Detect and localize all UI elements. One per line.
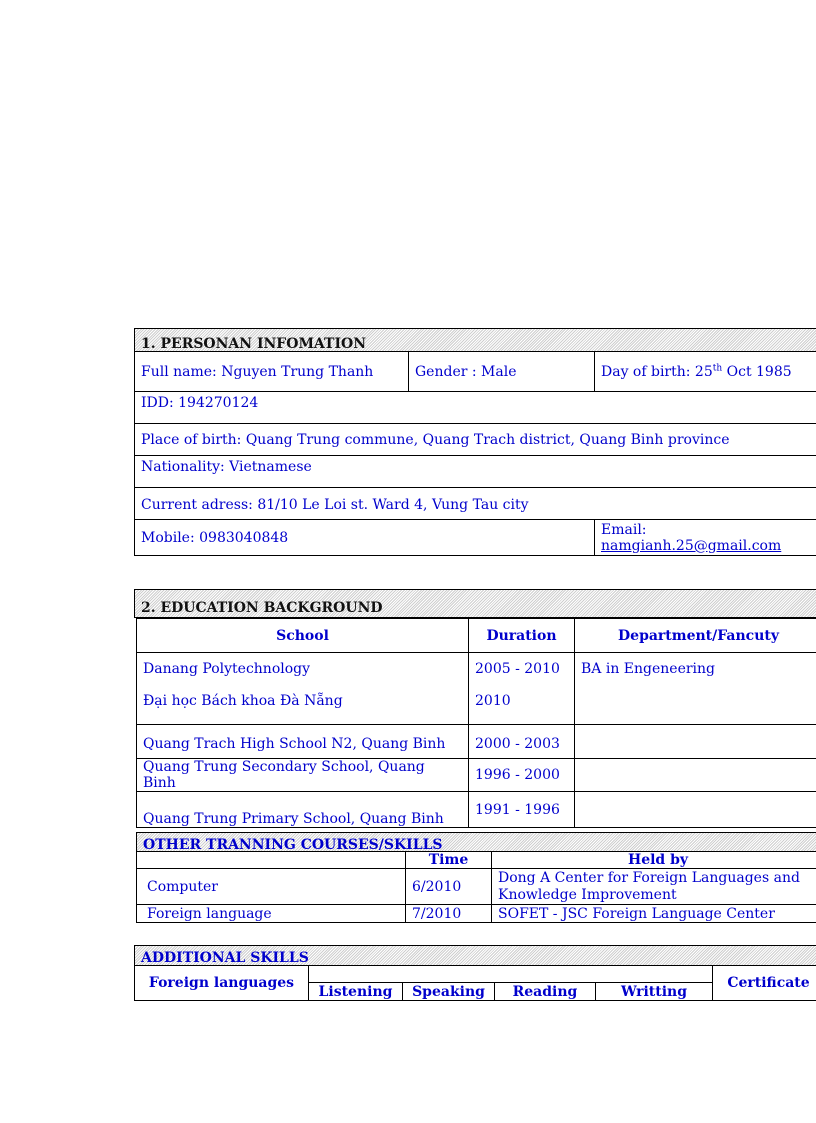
education-row (137, 725, 816, 759)
training-col-held-by: Held by (492, 852, 816, 869)
training-row (137, 905, 816, 923)
place-of-birth: Place of birth: Quang Trung commune, Quang Trach district, Quang Binh province (135, 424, 816, 456)
additional-skills-section (134, 945, 816, 1001)
training-time: 6/2010 (406, 869, 492, 905)
education-school: Quang Trung Primary School, Quang Binh (137, 792, 469, 828)
education-table (136, 618, 816, 828)
training-time: 7/2010 (406, 905, 492, 923)
certificate-label: Certificate (713, 966, 816, 1001)
training-col-course (137, 852, 406, 869)
foreign-languages-label: Foreign languages (135, 966, 309, 1001)
day-of-birth: Day of birth: 25th Oct 1985 (595, 352, 816, 392)
education-duration: 1996 - 2000 (469, 759, 575, 792)
education-col-school: School (137, 619, 469, 653)
training-course: Foreign language (137, 905, 406, 923)
training-row (137, 869, 816, 905)
education-duration: 2000 - 2003 (469, 725, 575, 759)
gender: Gender : Male (409, 352, 595, 392)
personal-information-heading: 1. PERSONAN INFOMATION (134, 328, 816, 352)
education-col-duration: Duration (469, 619, 575, 653)
full-name: Full name: Nguyen Trung Thanh (135, 352, 409, 392)
email-link[interactable]: namgianh.25@gmail.com (601, 537, 782, 554)
personal-information-table (134, 351, 816, 556)
additional-skills-heading: ADDITIONAL SKILLS (134, 945, 816, 966)
education-school: Danang Polytechnology Đại học Bách khoa Đà Nẵng (137, 653, 469, 725)
training-course: Computer (137, 869, 406, 905)
idd: IDD: 194270124 (135, 392, 816, 424)
training-heading: OTHER TRANNING COURSES/SKILLS (136, 832, 816, 852)
education-duration: 1991 - 1996 (469, 792, 575, 828)
education-department: BA in Engeneering (575, 653, 816, 725)
education-department (575, 759, 816, 792)
education-duration: 2005 - 2010 2010 (469, 653, 575, 725)
training-held-by: Dong A Center for Foreign Languages and Knowledge Improvement (492, 869, 816, 905)
education-department (575, 792, 816, 828)
reading-label: Reading (495, 983, 596, 1001)
education-section (134, 589, 816, 828)
training-table (136, 851, 816, 923)
writting-label: Writting (596, 983, 713, 1001)
training-col-time: Time (406, 852, 492, 869)
current-address: Current adress: 81/10 Le Loi st. Ward 4, Vung Tau city (135, 488, 816, 520)
training-held-by: SOFET - JSC Foreign Language Center (492, 905, 816, 923)
listening-label: Listening (309, 983, 403, 1001)
training-section (136, 832, 816, 923)
skills-group-header (309, 966, 713, 983)
education-row (137, 653, 816, 725)
nationality: Nationality: Vietnamese (135, 456, 816, 488)
personal-information-section (134, 328, 816, 556)
education-school: Quang Trach High School N2, Quang Binh (137, 725, 469, 759)
education-row (137, 759, 816, 792)
speaking-label: Speaking (403, 983, 495, 1001)
email: Email: namgianh.25@gmail.com (595, 520, 816, 556)
education-col-department: Department/Fancuty (575, 619, 816, 653)
education-heading: 2. EDUCATION BACKGROUND (134, 589, 816, 618)
education-department (575, 725, 816, 759)
additional-skills-table (134, 965, 816, 1001)
education-school: Quang Trung Secondary School, Quang Binh (137, 759, 469, 792)
education-row (137, 792, 816, 828)
mobile: Mobile: 0983040848 (135, 520, 595, 556)
